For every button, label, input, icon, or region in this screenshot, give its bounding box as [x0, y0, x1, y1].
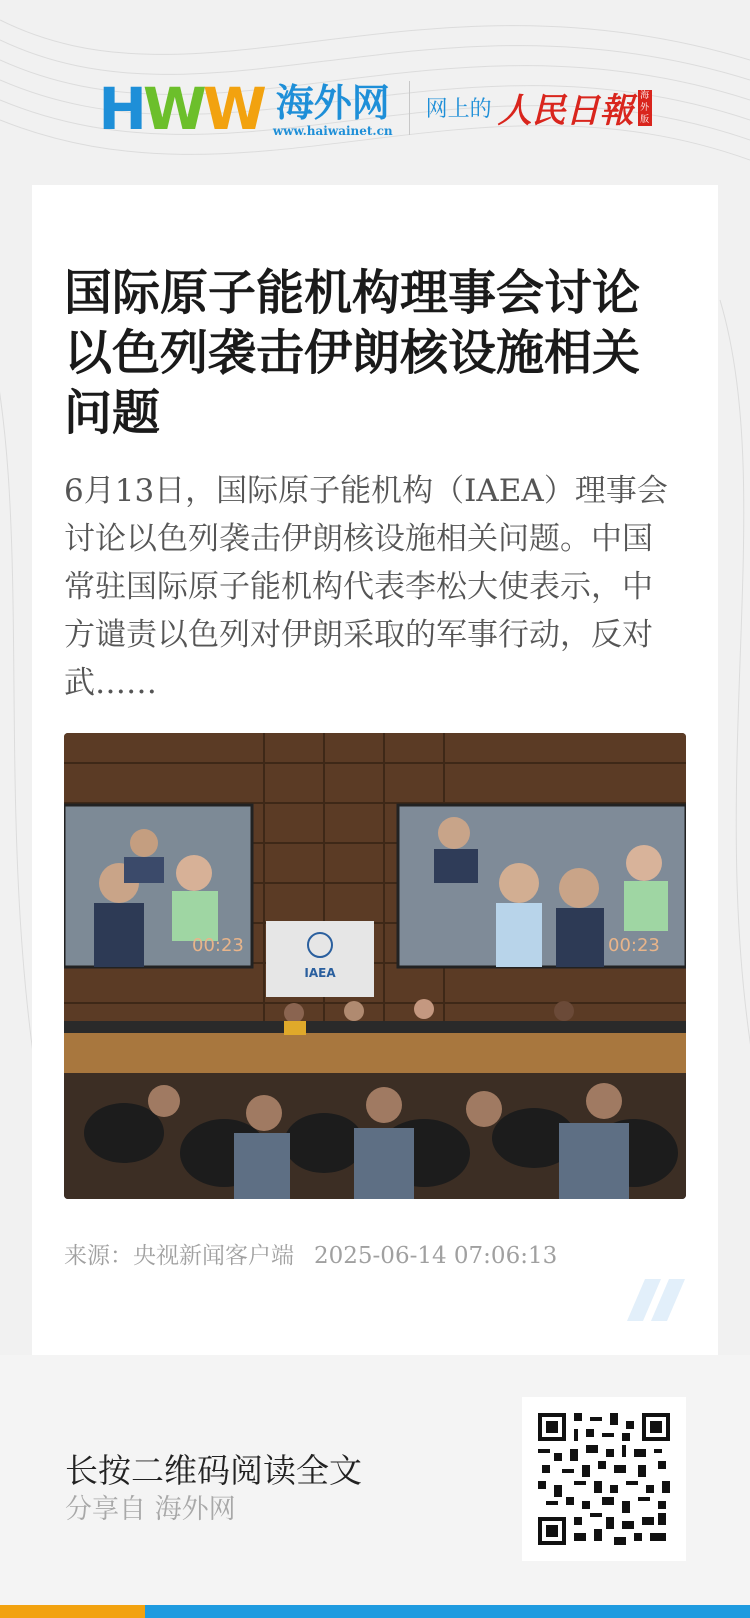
overseas-edition-badge: 海 外 版	[638, 90, 652, 126]
logo-letter-w1: W	[142, 74, 203, 143]
logo-cn-title: 海外网	[275, 80, 390, 125]
screen-timer-left: 00:23	[192, 935, 244, 956]
logo-cn-block	[272, 80, 393, 138]
share-footer	[0, 1355, 750, 1605]
logo-letter-h: H	[98, 74, 143, 143]
qr-code[interactable]	[522, 1397, 686, 1561]
bottom-accent-bar	[0, 1605, 750, 1618]
article-title: 国际原子能机构理事会讨论以色列袭击伊朗核设施相关问题	[64, 265, 641, 441]
qr-code-icon	[538, 1413, 670, 1545]
people-daily-logo: 人民日報	[497, 91, 634, 131]
article-timestamp: 2025-06-14 07:06:13	[314, 1243, 558, 1269]
article-card[interactable]	[32, 185, 718, 1355]
hww-logo	[98, 74, 393, 143]
screen-timer-right: 00:23	[608, 935, 660, 956]
article-meta	[64, 1237, 557, 1270]
bottom-accent-orange	[0, 1605, 145, 1618]
share-source: 分享自 海外网	[65, 1494, 236, 1525]
logo-divider	[409, 81, 410, 135]
quote-mark-icon	[627, 1277, 687, 1323]
article-source: 来源：央视新闻客户端	[64, 1243, 294, 1269]
iaea-sign: IAEA	[304, 966, 336, 980]
article-summary: 6月13日，国际原子能机构（IAEA）理事会讨论以色列袭击伊朗核设施相关问题。中国常驻国际原子能机构代表李松大使表示，中方谴责以色列对伊朗采取的军事行动，反对武……	[64, 473, 668, 701]
logo-url: www.haiwainet.cn	[272, 123, 393, 138]
logo-letter-w2: W	[202, 74, 263, 143]
online-label: 网上的	[425, 97, 492, 122]
article-photo	[64, 733, 686, 1199]
site-header	[0, 70, 750, 145]
read-full-cta: 长按二维码阅读全文	[65, 1451, 362, 1490]
